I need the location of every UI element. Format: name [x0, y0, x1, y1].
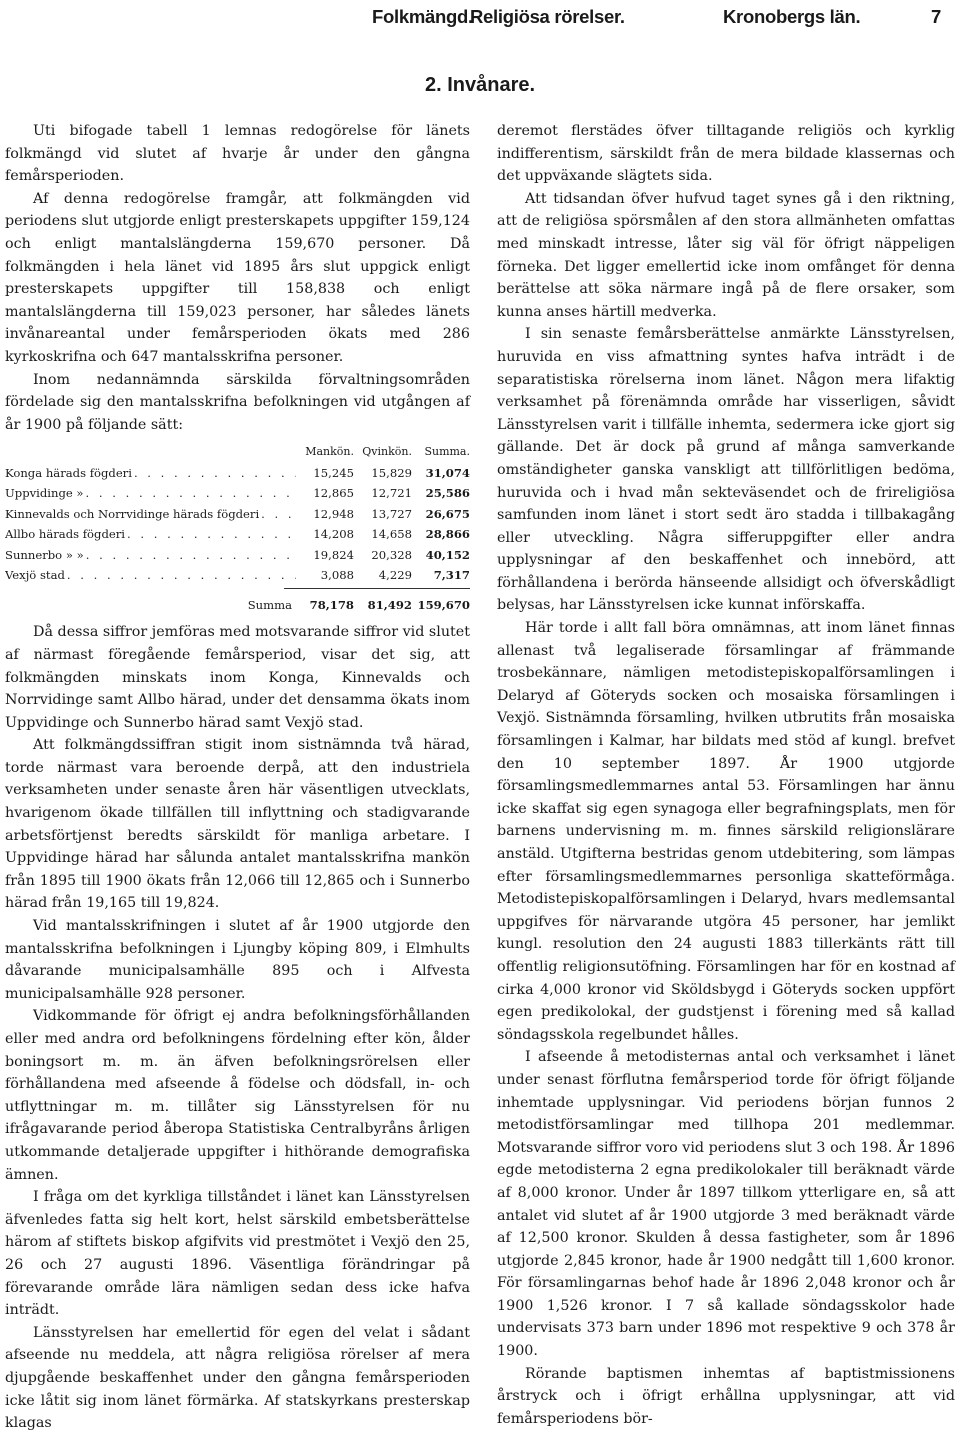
left-column [5, 120, 470, 1435]
leader-dots [67, 565, 296, 586]
table-row [5, 524, 470, 545]
district-name: Allbo härads fögderi [5, 527, 125, 542]
paragraph: I sin senaste femårsberättelse anmärkte Länsstyrelsen, huruvida en viss afmattning syntes hafva inträdt i de separatistiska rörelserna inom länet. Någon mera lifaktig verksamhet på förenämnda område har visserligen, såvidt Länsstyrelsen varit i tillfälle inhemta, sedermera icke gjort sig gällande. Det är dock på grund af många samverkande omständigheter ganska vanskligt att tillförlitligen bedöma, huruvida och i hvad mån sekteväsendet och de frireligiösa samfunden inom länet i stort sedt äro stadda i tillbakagång eller utveckling. Några sifferuppgifter eller andra upplysningar af den beskaffenhet och innebörd, att förhållandena i berörda hänseende allsidigt och öfverskådligt belysas, har Länsstyrelsen icke kunnat införskaffa. [497, 326, 955, 614]
mankon-value: 12,948 [313, 506, 354, 521]
district-name: Kinnevalds och Norrvidinge härads fögderi [5, 506, 260, 521]
leader-dots [134, 463, 296, 484]
total-rule [284, 588, 470, 589]
header-folkmangd: Folkmängd. [372, 6, 473, 27]
paragraph: Inom nedannämnda särskilda förvaltningsområden fördelade sig den mantalsskrifna befolkningen vid utgången af år 1900 på följande sätt: [5, 371, 470, 433]
page-number: 7 [931, 6, 941, 27]
mankon-value: 3,088 [320, 568, 354, 583]
paragraph: Att folkmängdssiffran stigit inom sistnämnda två härad, torde närmast vara beroende derpå, att den industriela verksamheten under senaste åren här väsentligen utvecklats, hvarigenom ökade tillfällen till inflyttning och stadigvarande arbetsförtjenst beredts särskildt för manliga arbetare. I Uppvidinge härad har sålunda antalet mantalsskrifna mankön från 1895 till 1900 ökats från 12,066 till 12,865 och i Sunnerbo härad från 19,165 till 19,824. [5, 737, 470, 912]
summa-value: 28,866 [425, 527, 470, 542]
qvinkon-value: 20,328 [371, 547, 412, 562]
table-header-row [5, 442, 470, 463]
total-qvinkon: 81,492 [367, 597, 412, 612]
leader-dots [86, 483, 296, 504]
mankon-value: 19,824 [313, 547, 354, 562]
table-row [5, 483, 470, 504]
district-name: Vexjö stad [5, 568, 65, 583]
col-header-summa: Summa. [424, 445, 470, 459]
header-religiosa-rorelser: Religiösa rörelser. [470, 6, 625, 27]
table-row [5, 545, 470, 566]
paragraph: I afseende å metodisternas antal och verksamhet i länet under senast förflutna femårsperiod torde för öfrigt följande inhemtade upplysningar. Vid periodens början funnos 2 metodistförsamlingar med tillhopa 201 medlemmar. Motsvarande siffror voro vid periodens slut 3 och 198. År 1896 egde metodisterna 2 egna predikolokaler till beräknadt värde af 8,000 kronor. Under år 1897 tillkom ytterligare en, så att antalet vid slutet af år 1900 utgjorde 3 med beräknadt värde af 12,500 kronor. Skulden å dessa fastigheter, som år 1896 utgjorde 2,845 kronor, hade år 1900 nedgått till 1,600 kronor. För församlingarnas behof hade år 1896 2,048 kronor och år 1900 1,526 kronor. I 7 så kallade söndagsskolor hade undervisats 373 barn under 1896 mot respektive 9 och 378 år 1900. [497, 1049, 955, 1360]
qvinkon-value: 13,727 [371, 506, 412, 521]
summa-value: 40,152 [425, 547, 470, 562]
total-mankon: 78,178 [309, 597, 354, 612]
qvinkon-value: 12,721 [371, 486, 412, 501]
district-name: Uppvidinge » [5, 486, 84, 501]
qvinkon-value: 14,658 [371, 527, 412, 542]
paragraph: Då dessa siffror jemföras med motsvarande siffror vid slutet af närmast föregående femårsperiod, visar det sig, att folkmängden minskats inom Konga, Kinnevalds och Norrvidinge samt Allbo härad, under det densamma ökats inom Uppvidinge och Sunnerbo härad samt Vexjö stad. [5, 624, 470, 731]
col-header-mankon: Mankön. [305, 445, 354, 459]
summa-value: 25,586 [425, 486, 470, 501]
col-header-qvinkon: Qvinkön. [362, 445, 412, 459]
table-row [5, 565, 470, 586]
qvinkon-value: 4,229 [378, 568, 412, 583]
paragraph: deremot flerstädes öfver tilltagande religiös och kyrklig indifferentism, särskildt från de mera bildade klassernas och det uppväxande slägtets sida. [497, 123, 955, 185]
paragraph: Att tidsandan öfver hufvud taget synes gå i den riktning, att de religiösa spörsmålen af den stora allmänheten omfattas med minskadt intresse, låter sig väl för öfrigt näppeligen förneka. Det ligger emellertid icke inom omfånget för denna berättelse att söka närmare ingå på de flere orsaker, som kunna anses härtill medverka. [497, 190, 955, 320]
page-header [0, 0, 960, 40]
paragraph: Uti bifogade tabell 1 lemnas redogörelse för länets folkmängd vid slutet af hvarje år under den gångna femårsperioden. [5, 123, 470, 185]
leader-dots [127, 524, 296, 545]
leader-dots [261, 504, 296, 525]
section-title: 2. Invånare. [424, 74, 536, 96]
district-name: Sunnerbo » » [5, 547, 84, 562]
paragraph: Här torde i allt fall böra omnämnas, att inom länet finnas allenast två legaliserade församlingar af främmande trosbekännare, nämligen metodistepiskopalförsamlingen i Delaryd af Göteryds socken och mosaiska församlingen i Vexjö. Sistnämnda församling, hvilken utbrutits från mosaiska församlingen i Kalmar, har bildats med stöd af kungl. brefvet den 10 september 1897. År 1900 utgjorde församlingsmedlemmarnes antal 53. Församlingen har ännu icke skaffat sig egen synagoga eller begrafningsplats, men för barnens undervisning m. m. finnes särskild religionslärare anstäld. Utgifterna bestridas genom utdebitering, som lämpas efter församlingsmedlemmarnes personliga skatteförmåga. Metodistepiskopalförsamlingen i Delaryd, hvars medlemsantal uppgifves för närvarande utgöra 45 personer, har jemlikt kungl. resolution den 24 augusti 1883 tillerkänts rätt till offentlig religionsutöfning. Församlingen har för en kostnad af cirka 4,000 kronor vid Sköldsbygd i Göteryds socken uppfört egen predikolokal, der gudstjenst i förening med så kallad söndagsskola regelbundet hålles. [497, 620, 955, 1043]
table-row [5, 463, 470, 484]
total-label: Summa [247, 597, 292, 612]
total-summa: 159,670 [417, 597, 470, 612]
summa-value: 26,675 [425, 506, 470, 521]
district-name: Konga härads fögderi [5, 465, 132, 480]
mankon-value: 15,245 [313, 465, 354, 480]
table-row [5, 504, 470, 525]
mankon-value: 14,208 [313, 527, 354, 542]
summa-value: 31,074 [425, 465, 470, 480]
right-column [497, 120, 955, 1430]
paragraph: I fråga om det kyrkliga tillståndet i länet kan Länsstyrelsen äfvenledes fatta sig helt kort, helst särskild embetsberättelse härom af stiftets biskop afgifvits vid prestmötet i Vexjö den 25, 26 och 27 augusti 1896. Väsentliga förändringar på förevarande område lära nämligen sedan dess icke hafva inträdt. [5, 1189, 470, 1319]
paragraph: Vid mantalsskrifningen i slutet af år 1900 utgjorde den mantalsskrifna befolkningen i Ljungby köping 809, i Elmhults dåvarande municipalsamhälle 895 och i Alfvesta municipalsamhälle 928 personer. [5, 918, 470, 1002]
summa-value: 7,317 [433, 568, 470, 583]
qvinkon-value: 15,829 [371, 465, 412, 480]
table-total-row [5, 595, 470, 616]
table-body [5, 463, 470, 586]
population-table [5, 442, 470, 615]
paragraph: Vidkommande för öfrigt ej andra befolkningsförhållanden eller med andra ord befolkningens fördelning efter kön, ålder boningsort m. m. än äfven befolkningsrörelsen eller förhållandena med afseende å födelse och dödsfall, in- och utflyttningar m. m. tillåter sig Länsstyrelsen för nu ifrågavarande period åberopa Statistiska Centralbyråns årligen utkommande detaljerade uppgifter i hithörande demografiska ämnen. [5, 1008, 470, 1183]
paragraph: Rörande baptismen inhemtas af baptistmissionens årstryck och i öfrigt erhållna upplysningar, att vid femårsperiodens bör- [497, 1365, 955, 1427]
leader-dots [86, 545, 296, 566]
paragraph: Af denna redogörelse framgår, att folkmängden vid periodens slut utgjorde enligt presterskapets uppgifter 159,124 och enligt mantalslängderna 159,670 personer. Då folkmängden i hela länet vid 1895 års slut uppgick enligt presterskapets uppgifter till 158,838 och enligt mantalslängderna till 159,023 personer, har således länets invånareantal under femårsperioden ökats med 286 kyrkoskrifna och 647 mantalsskrifna personer. [5, 190, 470, 365]
header-county: Kronobergs län. [723, 6, 861, 27]
mankon-value: 12,865 [313, 486, 354, 501]
paragraph: Länsstyrelsen har emellertid för egen del velat i sådant afseende nu meddela, att några religiösa rörelser af mera djupgående beskaffenhet under den gångna femårsperioden icke låtit sig inom länet förmärka. Af statskyrkans presterskap klagas [5, 1324, 470, 1432]
